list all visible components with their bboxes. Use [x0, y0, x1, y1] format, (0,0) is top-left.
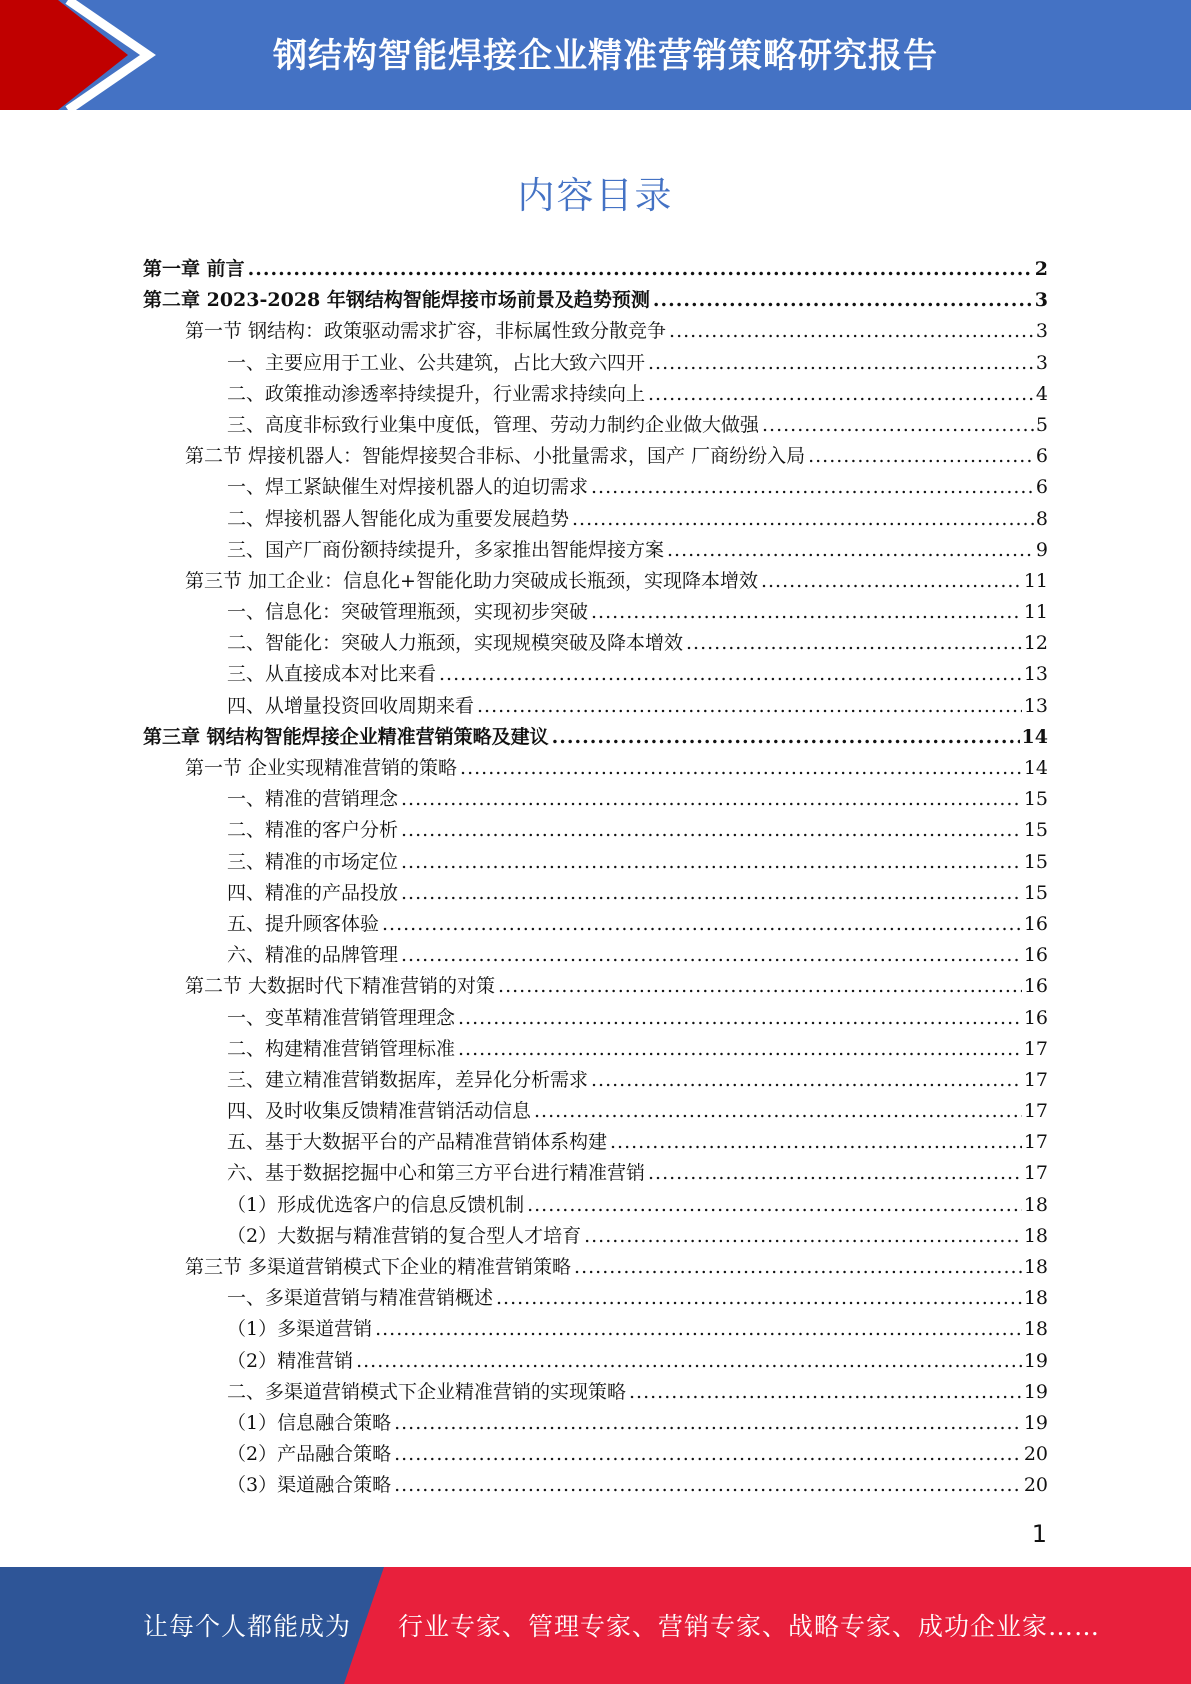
toc-entry-title: 一、焊工紧缺催生对焊接机器人的迫切需求 — [227, 476, 589, 499]
toc-entry-page: 8 — [1035, 507, 1048, 530]
toc-entry-title: 二、智能化：突破人力瓶颈，实现规模突破及降本增效 — [227, 632, 684, 655]
toc-dot-leader — [534, 1096, 1022, 1127]
toc-entry[interactable] — [143, 784, 1048, 815]
toc-entry[interactable] — [143, 753, 1048, 784]
toc-dot-leader — [808, 441, 1034, 472]
toc-entry-page: 11 — [1023, 601, 1048, 624]
toc-entry-page: 16 — [1023, 944, 1048, 967]
toc-dot-leader — [401, 940, 1022, 971]
toc-entry-title: 三、高度非标致行业集中度低，管理、劳动力制约企业做大做强 — [227, 413, 760, 436]
toc-entry-page: 19 — [1023, 1380, 1048, 1403]
toc-dot-leader — [496, 1283, 1022, 1314]
toc-dot-leader — [591, 1065, 1022, 1096]
toc-dot-leader — [584, 1221, 1022, 1252]
toc-entry-title: （1）形成优选客户的信息反馈机制 — [227, 1193, 525, 1216]
toc-entry-page: 14 — [1021, 725, 1048, 748]
toc-entry-title: 三、精准的市场定位 — [227, 850, 399, 873]
toc-entry[interactable] — [143, 1377, 1048, 1408]
toc-dot-leader — [669, 316, 1034, 347]
toc-dot-leader — [356, 1346, 1022, 1377]
toc-entry[interactable] — [143, 472, 1048, 503]
toc-entry-page: 9 — [1035, 538, 1048, 561]
toc-entry-page: 16 — [1023, 912, 1048, 935]
toc-entry[interactable] — [143, 1190, 1048, 1221]
toc-dot-leader — [648, 348, 1034, 379]
toc-entry-title: （2）大数据与精准营销的复合型人才培育 — [227, 1224, 582, 1247]
toc-entry-page: 16 — [1023, 1006, 1048, 1029]
footer-slogan-left: 让每个人都能成为 — [143, 1612, 352, 1641]
toc-entry-title: 二、精准的客户分析 — [227, 819, 399, 842]
toc-entry[interactable] — [143, 254, 1048, 285]
toc-heading: 内容目录 — [517, 174, 674, 217]
toc-entry[interactable] — [143, 878, 1048, 909]
toc-entry-title: 六、基于数据挖掘中心和第三方平台进行精准营销 — [227, 1162, 646, 1185]
toc-entry[interactable] — [143, 659, 1048, 690]
toc-entry[interactable] — [143, 1065, 1048, 1096]
toc-entry-title: 一、信息化：突破管理瓶颈，实现初步突破 — [227, 601, 589, 624]
toc-entry-page: 17 — [1023, 1162, 1048, 1185]
toc-entry-title: 六、精准的品牌管理 — [227, 944, 399, 967]
toc-entry[interactable] — [143, 1158, 1048, 1189]
toc-entry-title: 四、从增量投资回收周期来看 — [227, 694, 475, 717]
toc-dot-leader — [572, 504, 1034, 535]
toc-dot-leader — [648, 1158, 1022, 1189]
toc-dot-leader — [648, 379, 1034, 410]
toc-entry[interactable] — [143, 597, 1048, 628]
toc-entry-title: 四、精准的产品投放 — [227, 881, 399, 904]
toc-dot-leader — [460, 753, 1022, 784]
toc-entry[interactable] — [143, 847, 1048, 878]
toc-dot-leader — [458, 1034, 1022, 1065]
toc-entry-title: 第二章 2023-2028 年钢结构智能焊接市场前景及趋势预测 — [143, 289, 650, 312]
toc-entry[interactable] — [143, 909, 1048, 940]
toc-entry[interactable] — [143, 815, 1048, 846]
toc-entry-title: 四、及时收集反馈精准营销活动信息 — [227, 1100, 532, 1123]
toc-entry[interactable] — [143, 1439, 1048, 1470]
toc-entry[interactable] — [143, 691, 1048, 722]
toc-entry-title: 第一节 企业实现精准营销的策略 — [185, 757, 458, 779]
toc-dot-leader — [552, 722, 1020, 753]
toc-entry-page: 17 — [1023, 1037, 1048, 1060]
toc-entry-page: 18 — [1023, 1224, 1048, 1247]
toc-entry-title: 第三节 加工企业：信息化+智能化助力突破成长瓶颈，实现降本增效 — [185, 569, 758, 592]
toc-entry-page: 18 — [1023, 1318, 1048, 1341]
toc-entry[interactable] — [143, 1252, 1048, 1283]
toc-entry-title: 第二节 焊接机器人：智能焊接契合非标、小批量需求，国产 厂商纷纷入局 — [185, 445, 806, 468]
footer-slogan-right: 行业专家、管理专家、营销专家、战略专家、成功企业家…… — [398, 1612, 1101, 1641]
toc-entry[interactable] — [143, 1346, 1048, 1377]
toc-dot-leader — [629, 1377, 1022, 1408]
toc-dot-leader — [401, 847, 1022, 878]
toc-entry-title: （1）信息融合策略 — [227, 1411, 392, 1434]
toc-entry-title: 三、国产厂商份额持续提升，多家推出智能焊接方案 — [227, 538, 665, 561]
toc-dot-leader — [382, 909, 1022, 940]
toc-entry-title: 一、变革精准营销管理理念 — [227, 1006, 456, 1029]
toc-entry-page: 18 — [1023, 1287, 1048, 1310]
toc-entry-page: 6 — [1035, 476, 1048, 499]
toc-entry-title: （2）精准营销 — [227, 1349, 354, 1372]
toc-entry-title: 一、主要应用于工业、公共建筑，占比大致六四开 — [227, 351, 646, 374]
toc-entry-page: 6 — [1035, 445, 1048, 468]
toc-entry[interactable] — [143, 722, 1048, 753]
toc-entry[interactable] — [143, 410, 1048, 441]
toc-entry-page: 5 — [1035, 413, 1048, 436]
toc-entry-page: 12 — [1023, 632, 1048, 655]
toc-entry[interactable] — [143, 1003, 1048, 1034]
toc-entry-title: 二、政策推动渗透率持续提升，行业需求持续向上 — [227, 382, 646, 405]
toc-dot-leader — [667, 535, 1034, 566]
toc-entry[interactable] — [143, 1127, 1048, 1158]
toc-entry-title: 第三节 多渠道营销模式下企业的精准营销策略 — [185, 1256, 572, 1278]
toc-entry-title: 第二节 大数据时代下精准营销的对策 — [185, 975, 496, 998]
toc-entry-title: 二、多渠道营销模式下企业精准营销的实现策略 — [227, 1380, 627, 1403]
toc-entry[interactable] — [143, 1221, 1048, 1252]
toc-entry[interactable] — [143, 971, 1048, 1002]
toc-entry-page: 18 — [1023, 1193, 1048, 1216]
toc-entry[interactable] — [143, 1096, 1048, 1127]
toc-entry-title: 一、精准的营销理念 — [227, 788, 399, 811]
toc-entry[interactable] — [143, 316, 1048, 347]
toc-dot-leader — [401, 784, 1022, 815]
toc-entry-title: （1）多渠道营销 — [227, 1318, 373, 1341]
toc-entry-page: 3 — [1034, 289, 1048, 312]
toc-dot-leader — [394, 1439, 1022, 1470]
toc-entry-title: 第一节 钢结构：政策驱动需求扩容，非标属性致分散竞争 — [185, 320, 667, 343]
toc-entry-page: 15 — [1023, 819, 1048, 842]
toc-dot-leader — [401, 815, 1022, 846]
toc-entry-page: 19 — [1023, 1411, 1048, 1434]
toc-entry-title: （3）渠道融合策略 — [227, 1474, 392, 1497]
toc-dot-leader — [394, 1470, 1022, 1501]
toc-dot-leader — [248, 254, 1033, 285]
toc-entry[interactable] — [143, 628, 1048, 659]
toc-entry-page: 20 — [1023, 1474, 1048, 1497]
toc-entry[interactable] — [143, 940, 1048, 971]
toc-entry-page: 2 — [1034, 258, 1048, 280]
toc-entry[interactable] — [143, 1034, 1048, 1065]
toc-dot-leader — [401, 878, 1022, 909]
toc-entry-page: 20 — [1023, 1443, 1048, 1466]
toc-entry[interactable] — [143, 379, 1048, 410]
toc-entry-title: 一、多渠道营销与精准营销概述 — [227, 1287, 494, 1310]
toc-entry-title: （2）产品融合策略 — [227, 1443, 392, 1466]
toc-dot-leader — [591, 472, 1034, 503]
toc-entry-page: 3 — [1035, 351, 1048, 374]
toc-entry-page: 15 — [1023, 881, 1048, 904]
toc-entry-page: 13 — [1023, 663, 1048, 686]
table-of-contents — [143, 254, 1048, 1502]
toc-entry-page: 19 — [1023, 1349, 1048, 1372]
toc-dot-leader — [610, 1127, 1022, 1158]
toc-entry-title: 二、构建精准营销管理标准 — [227, 1037, 456, 1060]
toc-entry-page: 17 — [1023, 1068, 1048, 1091]
toc-entry-page: 17 — [1023, 1100, 1048, 1123]
toc-entry-page: 4 — [1035, 382, 1048, 405]
toc-dot-leader — [574, 1252, 1022, 1283]
toc-entry[interactable] — [143, 441, 1048, 472]
toc-entry[interactable] — [143, 1408, 1048, 1439]
toc-entry-title: 第一章 前言 — [143, 258, 245, 280]
toc-dot-leader — [394, 1408, 1022, 1439]
toc-dot-leader — [439, 659, 1022, 690]
toc-entry-page: 15 — [1023, 788, 1048, 811]
toc-entry-page: 13 — [1023, 694, 1048, 717]
toc-entry[interactable] — [143, 504, 1048, 535]
page-header — [0, 0, 1191, 110]
toc-entry-title: 第三章 钢结构智能焊接企业精准营销策略及建议 — [143, 725, 549, 748]
page-number: 1 — [1031, 1520, 1047, 1548]
toc-entry-title: 五、提升顾客体验 — [227, 912, 380, 935]
toc-dot-leader — [498, 971, 1022, 1002]
toc-entry[interactable] — [143, 348, 1048, 379]
toc-entry[interactable] — [143, 1314, 1048, 1345]
toc-dot-leader — [761, 566, 1022, 597]
toc-entry[interactable] — [143, 285, 1048, 316]
toc-entry[interactable] — [143, 1283, 1048, 1314]
toc-dot-leader — [458, 1003, 1022, 1034]
toc-entry-page: 15 — [1023, 850, 1048, 873]
toc-entry-page: 17 — [1023, 1131, 1048, 1154]
toc-entry-title: 三、从直接成本对比来看 — [227, 663, 437, 686]
toc-entry-page: 11 — [1023, 569, 1048, 592]
toc-entry[interactable] — [143, 535, 1048, 566]
toc-dot-leader — [653, 285, 1033, 316]
toc-entry-title: 五、基于大数据平台的产品精准营销体系构建 — [227, 1131, 608, 1154]
toc-dot-leader — [762, 410, 1034, 441]
toc-entry-page: 18 — [1023, 1256, 1048, 1278]
toc-entry-title: 二、焊接机器人智能化成为重要发展趋势 — [227, 507, 570, 530]
toc-entry-title: 三、建立精准营销数据库，差异化分析需求 — [227, 1068, 589, 1091]
toc-entry-page: 16 — [1023, 975, 1048, 998]
toc-dot-leader — [591, 597, 1022, 628]
toc-entry[interactable] — [143, 566, 1048, 597]
report-title: 钢结构智能焊接企业精准营销策略研究报告 — [273, 36, 938, 76]
toc-dot-leader — [375, 1314, 1022, 1345]
toc-entry-page: 3 — [1035, 320, 1048, 343]
page-footer — [0, 1567, 1191, 1684]
toc-dot-leader — [527, 1190, 1022, 1221]
toc-dot-leader — [477, 691, 1022, 722]
toc-entry[interactable] — [143, 1470, 1048, 1501]
toc-entry-page: 14 — [1023, 757, 1048, 779]
toc-dot-leader — [686, 628, 1022, 659]
